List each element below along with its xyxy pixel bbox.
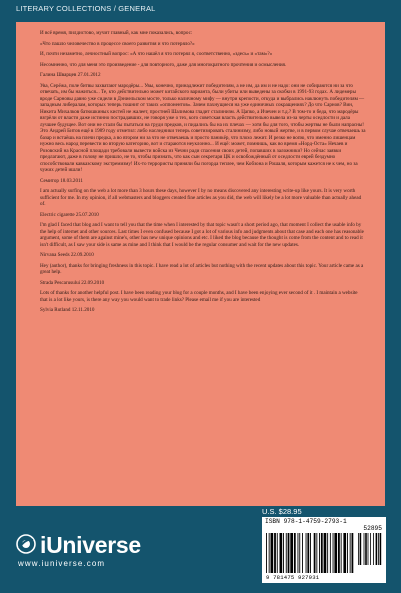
barcode-bar — [269, 533, 270, 573]
review-signature: Галина Шварцев 27.01.2012 — [40, 72, 101, 78]
barcode-bar — [319, 533, 320, 573]
paragraph: «Что пашло человечество в процессе своего развития и что потеряло?» — [40, 40, 195, 47]
barcode-bar — [307, 533, 309, 573]
barcode-bar — [288, 533, 290, 573]
barcode-bar — [334, 533, 337, 573]
paragraph: Hey (author), thanks for bringing freshness in this topic. I have read a lot of articles but nothing with the recent updates about this topic. Your article came as a great help. — [40, 262, 364, 275]
review-signature: Nirvana Seeds 22.09.2010 — [40, 252, 94, 258]
review-signature: Strada Pescarusului 22.09.2010 — [40, 279, 105, 286]
addon-bar — [370, 533, 371, 565]
category-label: LITERARY COLLECTIONS / GENERAL — [16, 4, 156, 13]
barcode-bar — [294, 533, 296, 573]
barcode-bar — [302, 533, 303, 573]
review-signature: Sylvia Rutland 12.11.2010 — [40, 307, 95, 313]
barcode-bar — [290, 533, 293, 573]
publisher-name: iUniverse — [40, 532, 141, 558]
barcode-bar — [306, 533, 307, 573]
top-bar — [0, 0, 401, 22]
iuniverse-logo-icon — [16, 534, 36, 554]
isbn-digits: 9 781475 927931 — [266, 574, 320, 581]
barcode-bar — [327, 533, 328, 573]
addon-bar — [360, 533, 362, 565]
addon-bar — [364, 533, 365, 565]
paragraph: Несомненно, что для меня это произведение - для повторного, даже для многократного прочтения и осмысления. — [40, 61, 287, 68]
publisher-url: www.iuniverse.com — [18, 559, 106, 568]
barcode-bar — [310, 533, 311, 573]
paragraph: И всё время, пилдистово, мучит главный, как мне показались, вопрос: — [40, 30, 193, 36]
addon-bar — [376, 533, 378, 565]
paragraph: I am actually surfing on the web a lot more than 3 hours these days, however I by no means discovered any interesting write-up like yours. It is very worth sufficient for me. In my opinion, if all webmasters and bloggers created fine articles as you did, the web will likely be a lot more valuable than actually ahead of. — [40, 188, 362, 207]
barcode-bar — [324, 533, 327, 573]
barcode-bar — [277, 533, 278, 573]
back-cover-text-panel — [16, 22, 385, 506]
barcode-bar — [280, 533, 283, 573]
barcode-bar — [316, 533, 317, 573]
price-label: U.S. $28.95 — [262, 507, 302, 516]
barcode-bar — [350, 533, 351, 573]
addon-bar — [380, 533, 382, 565]
isbn-label: ISBN 978-1-4759-2793-1 — [265, 518, 347, 525]
barcode-bar — [314, 533, 316, 573]
barcode-bar — [283, 533, 284, 573]
addon-bar — [373, 533, 374, 565]
barcode-bar — [347, 533, 348, 573]
barcode-bar — [274, 533, 276, 573]
barcode-bar — [343, 533, 346, 573]
isbn-barcode — [262, 517, 386, 583]
barcode-bar — [298, 533, 299, 573]
barcode-bar — [271, 533, 274, 573]
addon-bar — [378, 533, 379, 565]
paragraph: Lots of thanks for another helpful post. I have been reading your blog for a couple months, and I have been enjoying ever second of it . I maintain a website that is a lot like yours, is there any way you would want to trade links? Please email me if you are interested — [40, 290, 358, 303]
addon-bar — [358, 533, 359, 565]
review-signature: Electric cigarette 25.07.2010 — [40, 211, 99, 218]
barcode-bar — [338, 533, 340, 573]
paragraph: И, почти незаметно, лечностный вопрос: «А что нашёл я что потерял я, соответственно, «здесь» и «там»?» — [40, 51, 273, 57]
paragraph: I'm glad I faced that blog and I want to tell you that the time when I interested by that topic wasn't a short period ago, that moment I collect the usable info by the help of internet and other sources. Last times I even confused because I got a lot of various info and judgments about that case and each one has reasonable argument, some of them are against mine's, other has new unique opinions and etc. I liked the blog because the thought is come from the content and to read it isn't difficult, as I saw your side is same as mine and I think that I would be the regular consumer and wait for the new updates. — [40, 222, 364, 248]
barcode-bars — [266, 533, 382, 573]
review-text — [40, 30, 366, 318]
addon-bar — [368, 533, 369, 565]
addon-code: 52895 — [363, 525, 382, 532]
barcode-bar — [330, 533, 331, 573]
barcode-bar — [266, 533, 267, 573]
barcode-bar — [321, 533, 323, 573]
barcode-bar — [299, 533, 300, 573]
barcode-bar — [286, 533, 287, 573]
barcode-bar — [341, 533, 342, 573]
review-signature: Семитор 18.03.2011 — [40, 177, 83, 184]
barcode-bar — [333, 533, 334, 573]
barcode-bar — [352, 533, 354, 573]
paragraph: Ува, Серёжа, поле битвы захватают мародёры... Увы, конечно, принадлежит победителям, а не им, да им и не надо: они не собираются ни за что отвечать, им бы нажиться... Те, кто действительно может китайского варианта, были убиты или выведены за скобки в 1991-93 годах. А лидемеры вроде Сарновы давно уже сидели в Дэниельском мосте, только наличному мифу — внутри крепости, откуда и выбрались наклюнуть победителям — западным либералам, которых теперь тошнит от таких «оппонентов». Зачем пахнущиеся на уже единичных сокращениях? До что Сарнов? Вин, Никита Михалков батюшкиных кистей не жалеет, простней Шалимова гладит сталинизм. А Цапко, а Ичечен и т.д.? В том-то и беда, что мародёры взгрёли от власти даже истинно пострадавших, не говоря уже о тех, кого советская власть действительно вывела из-за черты оседлости и дала лучшее будущее. Вот они не стали бы пытаться на груди предков, и пидались бы на их плечах — хотя бы для того, чтобы жертвы не были напрасны! Это Андрей Битов ещё в 1989 году отметил: либо наследники теперь советизировать сталинизму, либо новый жертве, и в первом случае отвечаешь за базар и встаёшь на плечи предка, а во втором ни за что не отвечаешь и просто паникёр, что плохо лежит. И резко не вопю, что именно лишенцам нужно весь народ перевести во вторую категорию, вот и стараются неуклонно... И ещё: может, помнишь, как во время «Норд-Оста» Нечаев и Розовский на Красной площади требовали вывести войска из Чечни ради спасения своих детей, попавших в заложники? Но сейчас заявки предлагают, даже в голову не пришло, не то, чтобы признать, что как сын секретаря ЦК и освобождённый от оседлости еврей бездумно способствовали кавказскому экстремизму! Их-то террористы приняли бы погорда теплее, чем Кобзона и Рошаля, которым кажется не к чем, но за чужих детей ишли! — [40, 82, 366, 173]
addon-bar — [365, 533, 367, 565]
